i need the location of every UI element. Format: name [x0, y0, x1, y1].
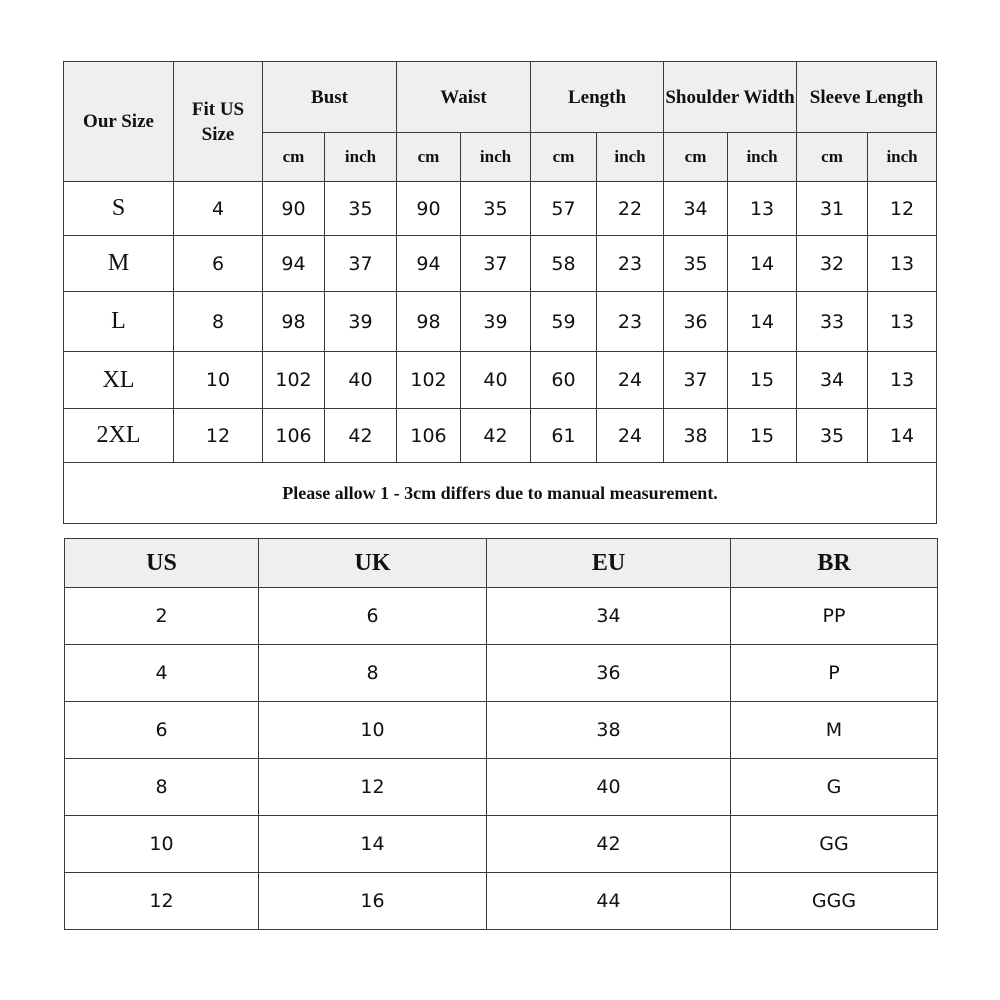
us-cell: 6 [65, 702, 259, 759]
br-cell: GGG [731, 873, 938, 930]
us-cell: 12 [65, 873, 259, 930]
length-inch-cell: 22 [597, 182, 664, 236]
length-cm-cell: 57 [531, 182, 597, 236]
sleeve-inch-cell: 13 [868, 236, 937, 292]
sleeve-inch-cell: 13 [868, 352, 937, 409]
size-cell: L [64, 292, 174, 352]
bust-cm-cell: 106 [263, 409, 325, 463]
shoulder-cm-cell: 36 [664, 292, 728, 352]
uk-cell: 12 [259, 759, 487, 816]
sleeve-cm-cell: 33 [797, 292, 868, 352]
sleeve-cm-cell: 32 [797, 236, 868, 292]
uk-cell: 16 [259, 873, 487, 930]
unit-length-cm: cm [531, 133, 597, 182]
unit-bust-inch: inch [325, 133, 397, 182]
bust-inch-cell: 40 [325, 352, 397, 409]
waist-inch-cell: 40 [461, 352, 531, 409]
length-inch-cell: 24 [597, 352, 664, 409]
shoulder-inch-cell: 15 [728, 352, 797, 409]
header-fit-us-size: Fit US Size [174, 62, 263, 182]
br-cell: GG [731, 816, 938, 873]
size-cell: M [64, 236, 174, 292]
length-cm-cell: 59 [531, 292, 597, 352]
bust-inch-cell: 35 [325, 182, 397, 236]
size-conversion-table [64, 538, 938, 930]
size-cell: XL [64, 352, 174, 409]
size-row-l [64, 292, 937, 352]
length-cm-cell: 61 [531, 409, 597, 463]
bust-cm-cell: 98 [263, 292, 325, 352]
waist-inch-cell: 37 [461, 236, 531, 292]
unit-waist-inch: inch [461, 133, 531, 182]
waist-cm-cell: 98 [397, 292, 461, 352]
header-sleeve-length: Sleeve Length [797, 62, 937, 133]
us-cell: 10 [65, 816, 259, 873]
eu-cell: 42 [487, 816, 731, 873]
waist-inch-cell: 39 [461, 292, 531, 352]
br-cell: G [731, 759, 938, 816]
uk-cell: 6 [259, 588, 487, 645]
waist-cm-cell: 102 [397, 352, 461, 409]
length-cm-cell: 58 [531, 236, 597, 292]
header-eu: EU [487, 539, 731, 588]
header-waist: Waist [397, 62, 531, 133]
unit-shoulder-cm: cm [664, 133, 728, 182]
shoulder-inch-cell: 14 [728, 236, 797, 292]
br-cell: M [731, 702, 938, 759]
size-row-m [64, 236, 937, 292]
conversion-row [65, 816, 938, 873]
header-us: US [65, 539, 259, 588]
us-cell: 2 [65, 588, 259, 645]
waist-cm-cell: 106 [397, 409, 461, 463]
bust-inch-cell: 42 [325, 409, 397, 463]
conversion-row [65, 759, 938, 816]
header-length: Length [531, 62, 664, 133]
shoulder-inch-cell: 13 [728, 182, 797, 236]
sleeve-cm-cell: 35 [797, 409, 868, 463]
sleeve-cm-cell: 34 [797, 352, 868, 409]
size-chart-header-row [64, 62, 937, 133]
shoulder-cm-cell: 38 [664, 409, 728, 463]
length-cm-cell: 60 [531, 352, 597, 409]
waist-inch-cell: 35 [461, 182, 531, 236]
length-inch-cell: 23 [597, 292, 664, 352]
uk-cell: 14 [259, 816, 487, 873]
eu-cell: 34 [487, 588, 731, 645]
eu-cell: 44 [487, 873, 731, 930]
uk-cell: 10 [259, 702, 487, 759]
waist-inch-cell: 42 [461, 409, 531, 463]
header-shoulder-width: Shoulder Width [664, 62, 797, 133]
eu-cell: 36 [487, 645, 731, 702]
header-bust: Bust [263, 62, 397, 133]
br-cell: PP [731, 588, 938, 645]
header-br: BR [731, 539, 938, 588]
bust-inch-cell: 39 [325, 292, 397, 352]
size-row-2xl [64, 409, 937, 463]
shoulder-inch-cell: 15 [728, 409, 797, 463]
us-size-cell: 4 [174, 182, 263, 236]
sleeve-cm-cell: 31 [797, 182, 868, 236]
us-size-cell: 8 [174, 292, 263, 352]
conversion-row [65, 873, 938, 930]
us-size-cell: 10 [174, 352, 263, 409]
sleeve-inch-cell: 13 [868, 292, 937, 352]
conversion-header-row [65, 539, 938, 588]
uk-cell: 8 [259, 645, 487, 702]
unit-sleeve-inch: inch [868, 133, 937, 182]
conversion-row [65, 702, 938, 759]
eu-cell: 38 [487, 702, 731, 759]
eu-cell: 40 [487, 759, 731, 816]
waist-cm-cell: 90 [397, 182, 461, 236]
unit-waist-cm: cm [397, 133, 461, 182]
bust-cm-cell: 94 [263, 236, 325, 292]
us-size-cell: 6 [174, 236, 263, 292]
length-inch-cell: 24 [597, 409, 664, 463]
bust-inch-cell: 37 [325, 236, 397, 292]
shoulder-cm-cell: 35 [664, 236, 728, 292]
length-inch-cell: 23 [597, 236, 664, 292]
us-cell: 8 [65, 759, 259, 816]
unit-length-inch: inch [597, 133, 664, 182]
size-cell: 2XL [64, 409, 174, 463]
size-chart-table [63, 61, 937, 524]
size-row-xl [64, 352, 937, 409]
size-row-s [64, 182, 937, 236]
shoulder-cm-cell: 34 [664, 182, 728, 236]
conversion-row [65, 645, 938, 702]
size-chart-note-row [64, 463, 937, 524]
unit-bust-cm: cm [263, 133, 325, 182]
bust-cm-cell: 90 [263, 182, 325, 236]
bust-cm-cell: 102 [263, 352, 325, 409]
unit-shoulder-inch: inch [728, 133, 797, 182]
waist-cm-cell: 94 [397, 236, 461, 292]
unit-sleeve-cm: cm [797, 133, 868, 182]
us-size-cell: 12 [174, 409, 263, 463]
header-uk: UK [259, 539, 487, 588]
shoulder-cm-cell: 37 [664, 352, 728, 409]
us-cell: 4 [65, 645, 259, 702]
measurement-note: Please allow 1 - 3cm differs due to manual measurement. [64, 463, 937, 524]
header-our-size: Our Size [64, 62, 174, 182]
br-cell: P [731, 645, 938, 702]
sleeve-inch-cell: 12 [868, 182, 937, 236]
shoulder-inch-cell: 14 [728, 292, 797, 352]
sleeve-inch-cell: 14 [868, 409, 937, 463]
conversion-row [65, 588, 938, 645]
size-cell: S [64, 182, 174, 236]
